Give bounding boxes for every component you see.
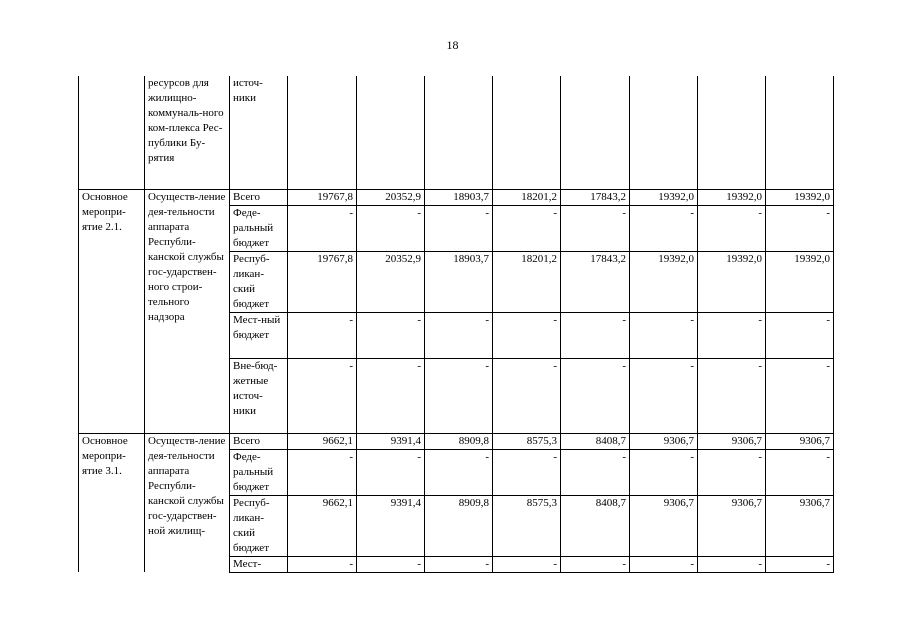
value-cell: - bbox=[357, 358, 425, 433]
value-cell: - bbox=[561, 312, 630, 358]
value-cell: 19392,0 bbox=[698, 189, 766, 205]
source-cell: Всего bbox=[230, 189, 288, 205]
value-cell: - bbox=[425, 312, 493, 358]
value-cell: - bbox=[425, 358, 493, 433]
value-cell bbox=[357, 76, 425, 189]
source-cell: Мест-ный бюджет bbox=[230, 312, 288, 358]
source-cell: Респуб-ликан-ский бюджет bbox=[230, 495, 288, 556]
value-cell: 9306,7 bbox=[698, 433, 766, 449]
value-cell: 9306,7 bbox=[630, 433, 698, 449]
value-cell: 9391,4 bbox=[357, 433, 425, 449]
source-cell: Респуб-ликан-ский бюджет bbox=[230, 251, 288, 312]
value-cell: 9662,1 bbox=[288, 495, 357, 556]
value-cell: 19392,0 bbox=[766, 189, 834, 205]
value-cell: 20352,9 bbox=[357, 251, 425, 312]
value-cell: - bbox=[698, 449, 766, 495]
value-cell bbox=[425, 76, 493, 189]
value-cell: 9306,7 bbox=[766, 433, 834, 449]
value-cell bbox=[561, 76, 630, 189]
value-cell: - bbox=[698, 312, 766, 358]
value-cell: - bbox=[357, 556, 425, 572]
value-cell: - bbox=[766, 312, 834, 358]
value-cell: 8408,7 bbox=[561, 495, 630, 556]
budget-table bbox=[78, 76, 834, 573]
value-cell: - bbox=[288, 205, 357, 251]
value-cell: - bbox=[630, 556, 698, 572]
value-cell: - bbox=[357, 449, 425, 495]
value-cell: - bbox=[288, 556, 357, 572]
value-cell: 19392,0 bbox=[630, 189, 698, 205]
value-cell: - bbox=[698, 358, 766, 433]
value-cell: 18903,7 bbox=[425, 251, 493, 312]
source-cell: Вне-бюд-жетные источ-ники bbox=[230, 358, 288, 433]
value-cell: 8575,3 bbox=[493, 495, 561, 556]
value-cell: - bbox=[493, 556, 561, 572]
value-cell: 19392,0 bbox=[630, 251, 698, 312]
value-cell: - bbox=[288, 358, 357, 433]
value-cell: - bbox=[561, 358, 630, 433]
value-cell: 19392,0 bbox=[766, 251, 834, 312]
value-cell: - bbox=[561, 449, 630, 495]
value-cell: 9391,4 bbox=[357, 495, 425, 556]
value-cell bbox=[493, 76, 561, 189]
value-cell: - bbox=[357, 205, 425, 251]
value-cell: - bbox=[425, 449, 493, 495]
measure-cell bbox=[79, 76, 145, 189]
source-cell: Феде-ральный бюджет bbox=[230, 449, 288, 495]
value-cell: 19392,0 bbox=[698, 251, 766, 312]
value-cell: - bbox=[698, 205, 766, 251]
value-cell: 17843,2 bbox=[561, 189, 630, 205]
source-cell: Мест- bbox=[230, 556, 288, 572]
value-cell: 8408,7 bbox=[561, 433, 630, 449]
value-cell: - bbox=[357, 312, 425, 358]
value-cell: - bbox=[561, 556, 630, 572]
description-cell: ресурсов для жилищно-коммуналь-ного ком-плекса Рес-публики Бу-рятия bbox=[145, 76, 230, 189]
value-cell: 9306,7 bbox=[630, 495, 698, 556]
value-cell: 17843,2 bbox=[561, 251, 630, 312]
value-cell: 8909,8 bbox=[425, 433, 493, 449]
budget-table-body bbox=[79, 76, 834, 572]
value-cell: 18903,7 bbox=[425, 189, 493, 205]
value-cell: - bbox=[766, 556, 834, 572]
table-row bbox=[79, 76, 834, 189]
table-row bbox=[79, 433, 834, 449]
value-cell: - bbox=[630, 312, 698, 358]
value-cell: 20352,9 bbox=[357, 189, 425, 205]
value-cell: 9306,7 bbox=[698, 495, 766, 556]
value-cell: - bbox=[630, 449, 698, 495]
value-cell: - bbox=[288, 312, 357, 358]
value-cell: - bbox=[766, 449, 834, 495]
value-cell: - bbox=[425, 556, 493, 572]
value-cell: - bbox=[493, 358, 561, 433]
value-cell bbox=[698, 76, 766, 189]
value-cell: - bbox=[493, 205, 561, 251]
value-cell: 9306,7 bbox=[766, 495, 834, 556]
source-cell: источ-ники bbox=[230, 76, 288, 189]
value-cell: - bbox=[766, 358, 834, 433]
measure-cell: Основное меропри-ятие 2.1. bbox=[79, 189, 145, 433]
value-cell: 8575,3 bbox=[493, 433, 561, 449]
value-cell: - bbox=[425, 205, 493, 251]
value-cell: 19767,8 bbox=[288, 189, 357, 205]
value-cell: - bbox=[766, 205, 834, 251]
value-cell: - bbox=[288, 449, 357, 495]
value-cell: 9662,1 bbox=[288, 433, 357, 449]
measure-cell: Основное меропри-ятие 3.1. bbox=[79, 433, 145, 572]
value-cell: 8909,8 bbox=[425, 495, 493, 556]
value-cell: - bbox=[561, 205, 630, 251]
description-cell: Осуществ-ление дея-тельности аппарата Республи-канской службы гос-ударствен-ной жилищ- bbox=[145, 433, 230, 572]
value-cell bbox=[766, 76, 834, 189]
value-cell: 18201,2 bbox=[493, 251, 561, 312]
value-cell: 18201,2 bbox=[493, 189, 561, 205]
source-cell: Всего bbox=[230, 433, 288, 449]
table-row bbox=[79, 189, 834, 205]
source-cell: Феде-ральный бюджет bbox=[230, 205, 288, 251]
value-cell: - bbox=[630, 358, 698, 433]
value-cell bbox=[288, 76, 357, 189]
value-cell: 19767,8 bbox=[288, 251, 357, 312]
value-cell: - bbox=[493, 312, 561, 358]
value-cell: - bbox=[630, 205, 698, 251]
page-number: 18 bbox=[446, 38, 459, 52]
description-cell: Осуществ-ление дея-тельности аппарата Республи-канской службы гос-ударствен-ного строи-тельного надзора bbox=[145, 189, 230, 433]
value-cell: - bbox=[493, 449, 561, 495]
value-cell bbox=[630, 76, 698, 189]
value-cell: - bbox=[698, 556, 766, 572]
